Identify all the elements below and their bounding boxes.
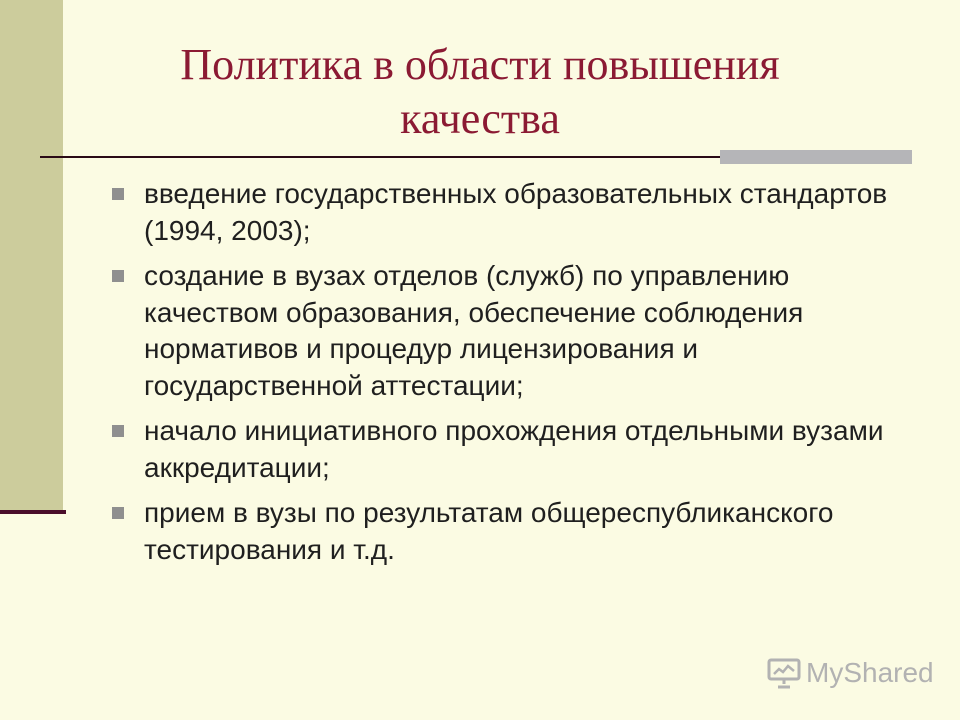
myshared-watermark (766, 654, 934, 692)
square-bullet-icon (112, 188, 124, 200)
square-bullet-icon (112, 270, 124, 282)
left-decorative-band (0, 0, 63, 512)
bullet-text: прием в вузы по результатам общереспубликанского тестирования и т.д. (144, 497, 834, 565)
square-bullet-icon (112, 425, 124, 437)
watermark-text: MyShared (806, 657, 934, 688)
bullet-item-accreditation (108, 413, 908, 486)
bullet-text: начало инициативного прохождения отдельными вузами аккредитации; (144, 415, 884, 483)
bullet-item-quality-departments (108, 258, 908, 404)
bullet-text: введение государственных образовательных стандартов (1994, 2003); (144, 178, 888, 246)
bullet-text: создание в вузах отделов (служб) по управлению качеством образования, обеспечение соблюдения нормативов и процедур лицензирования и государственной аттестации; (144, 260, 804, 401)
bullet-list (108, 176, 908, 577)
bullet-item-testing (108, 495, 908, 568)
slide-title (100, 38, 860, 146)
slide-title-line-2: качества (400, 94, 560, 143)
bullet-item-standards (108, 176, 908, 249)
left-band-underline (0, 510, 66, 514)
slide-title-line-1: Политика в области повышения (180, 40, 780, 89)
square-bullet-icon (112, 507, 124, 519)
presentation-board-icon (766, 656, 802, 690)
title-accent-bar (720, 150, 912, 164)
